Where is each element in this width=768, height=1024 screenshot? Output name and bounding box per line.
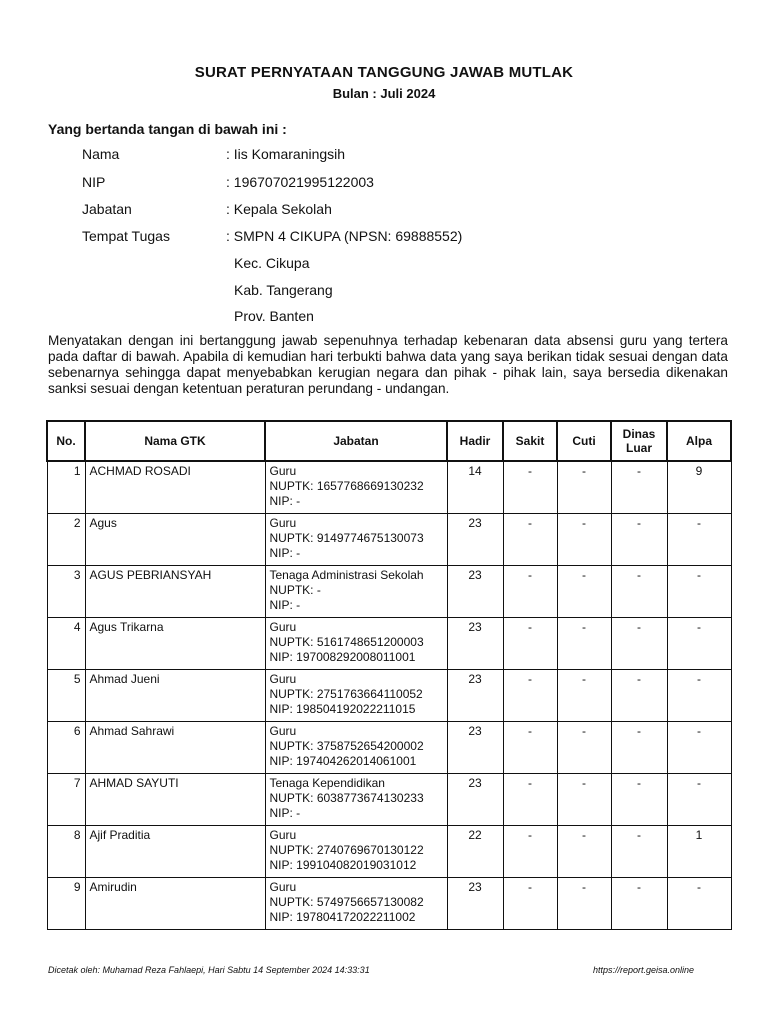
row-name: Agus Trikarna [85, 617, 265, 669]
row-official-duty: - [611, 721, 667, 773]
row-role: Guru [269, 671, 297, 686]
row-role: Tenaga Administrasi Sekolah [269, 567, 424, 582]
row-no: 4 [47, 617, 85, 669]
address-district: Kec. Cikupa [234, 255, 310, 271]
header-no: No. [47, 421, 85, 461]
row-no: 5 [47, 669, 85, 721]
row-official-duty: - [611, 461, 667, 513]
row-sick: - [503, 877, 557, 929]
row-leave: - [557, 877, 611, 929]
row-name: Ahmad Sahrawi [85, 721, 265, 773]
header-official-duty-line1: Dinas [622, 427, 656, 441]
header-official-duty [611, 421, 667, 461]
table-row [47, 565, 731, 617]
row-position [265, 669, 447, 721]
row-no: 1 [47, 461, 85, 513]
address-province: Prov. Banten [234, 308, 314, 324]
row-nuptk: NUPTK: - [269, 582, 321, 597]
table-row [47, 513, 731, 565]
row-sick: - [503, 669, 557, 721]
row-present: 23 [447, 565, 503, 617]
row-nip: NIP: 197008292008011001 [269, 649, 416, 664]
row-nuptk: NUPTK: 2740769670130122 [269, 842, 424, 857]
row-name: Ajif Praditia [85, 825, 265, 877]
row-sick: - [503, 825, 557, 877]
row-present: 14 [447, 461, 503, 513]
workplace-label: Tempat Tugas [82, 228, 170, 244]
printed-by-footer: Dicetak oleh: Muhamad Reza Fahlaepi, Hari Sabtu 14 September 2024 14:33:31 [48, 965, 370, 975]
row-nip: NIP: 198504192022211015 [269, 701, 416, 716]
row-leave: - [557, 669, 611, 721]
row-official-duty: - [611, 617, 667, 669]
row-position [265, 825, 447, 877]
row-name: Ahmad Jueni [85, 669, 265, 721]
row-name: AHMAD SAYUTI [85, 773, 265, 825]
row-official-duty: - [611, 773, 667, 825]
row-sick: - [503, 721, 557, 773]
nip-value: : 196707021995122003 [226, 174, 374, 190]
row-sick: - [503, 617, 557, 669]
row-nuptk: NUPTK: 5161748651200003 [269, 634, 424, 649]
row-position [265, 721, 447, 773]
row-role: Tenaga Kependidikan [269, 775, 385, 790]
workplace-value: : SMPN 4 CIKUPA (NPSN: 69888552) [226, 228, 463, 244]
name-label: Nama [82, 146, 120, 162]
row-sick: - [503, 461, 557, 513]
table-row [47, 877, 731, 929]
intro-text: Yang bertanda tangan di bawah ini : [48, 121, 287, 137]
document-title: SURAT PERNYATAAN TANGGUNG JAWAB MUTLAK [194, 64, 574, 81]
row-official-duty: - [611, 565, 667, 617]
row-position [265, 513, 447, 565]
row-nuptk: NUPTK: 5749756657130082 [269, 894, 424, 909]
row-present: 22 [447, 825, 503, 877]
row-no: 7 [47, 773, 85, 825]
report-url-footer: https://report.geisa.online [593, 965, 695, 975]
row-nip: NIP: - [269, 545, 301, 560]
row-absent: 9 [667, 461, 731, 513]
row-no: 2 [47, 513, 85, 565]
row-position [265, 461, 447, 513]
row-leave: - [557, 461, 611, 513]
row-official-duty: - [611, 669, 667, 721]
row-present: 23 [447, 669, 503, 721]
row-name: ACHMAD ROSADI [85, 461, 265, 513]
row-nip: NIP: - [269, 494, 301, 508]
row-present: 23 [447, 877, 503, 929]
statement-paragraph: Menyatakan dengan ini bertanggung jawab sepenuhnya terhadap kebenaran data absensi guru yang tertera pada daftar di bawah. Apabila di kemudian hari terbukti bahwa data yang saya berikan tidak sesuai dengan data sebenarnya sehingga dapat menyebabkan kerugian negara dan pihak - pihak lain, saya bersedia dikenakan sanksi sesuai dengan ketentuan peraturan perundang - undangan. [48, 333, 728, 396]
row-name: Amirudin [85, 877, 265, 929]
header-leave: Cuti [557, 421, 611, 461]
row-name: AGUS PEBRIANSYAH [85, 565, 265, 617]
position-label: Jabatan [82, 201, 132, 217]
header-position: Jabatan [265, 421, 447, 461]
row-role: Guru [269, 619, 297, 634]
row-present: 23 [447, 617, 503, 669]
nip-label: NIP [82, 174, 106, 190]
row-nip: NIP: 199104082019031012 [269, 857, 417, 872]
row-nuptk: NUPTK: 9149774675130073 [269, 530, 424, 545]
row-sick: - [503, 513, 557, 565]
header-present: Hadir [447, 421, 503, 461]
name-value: : Iis Komaraningsih [226, 146, 346, 162]
row-nuptk: NUPTK: 1657768669130232 [269, 479, 424, 493]
address-regency: Kab. Tangerang [234, 282, 333, 298]
row-official-duty: - [611, 513, 667, 565]
row-role: Guru [269, 515, 297, 530]
row-present: 23 [447, 721, 503, 773]
document-period: Bulan : Juli 2024 [332, 86, 436, 101]
row-leave: - [557, 825, 611, 877]
row-leave: - [557, 773, 611, 825]
header-absent: Alpa [667, 421, 731, 461]
row-name: Agus [85, 513, 265, 565]
row-absent: - [667, 617, 731, 669]
row-no: 9 [47, 877, 85, 929]
row-no: 6 [47, 721, 85, 773]
row-present: 23 [447, 773, 503, 825]
row-absent: - [667, 669, 731, 721]
row-leave: - [557, 617, 611, 669]
row-leave: - [557, 721, 611, 773]
row-position [265, 877, 447, 929]
row-nip: NIP: 197404262014061001 [269, 753, 417, 768]
table-row [47, 773, 731, 825]
position-value: : Kepala Sekolah [226, 201, 332, 217]
header-name: Nama GTK [85, 421, 265, 461]
row-nip: NIP: - [269, 597, 301, 612]
row-present: 23 [447, 513, 503, 565]
row-no: 3 [47, 565, 85, 617]
row-position [265, 617, 447, 669]
row-position [265, 773, 447, 825]
row-role: Guru [269, 464, 297, 478]
table-header-row [47, 421, 731, 461]
row-role: Guru [269, 827, 297, 842]
row-role: Guru [269, 723, 297, 738]
row-nip: NIP: 197804172022211002 [269, 909, 416, 924]
row-nuptk: NUPTK: 2751763664110052 [269, 686, 423, 701]
row-nuptk: NUPTK: 6038773674130233 [269, 790, 424, 805]
row-absent: - [667, 565, 731, 617]
row-sick: - [503, 773, 557, 825]
row-absent: - [667, 513, 731, 565]
attendance-table [46, 420, 732, 930]
header-sick: Sakit [503, 421, 557, 461]
row-no: 8 [47, 825, 85, 877]
row-official-duty: - [611, 877, 667, 929]
row-leave: - [557, 565, 611, 617]
row-absent: 1 [667, 825, 731, 877]
row-position [265, 565, 447, 617]
row-nip: NIP: - [269, 805, 301, 820]
table-row [47, 825, 731, 877]
row-role: Guru [269, 879, 297, 894]
row-sick: - [503, 565, 557, 617]
table-row [47, 669, 731, 721]
row-nuptk: NUPTK: 3758752654200002 [269, 738, 424, 753]
header-official-duty-line2: Luar [625, 441, 652, 455]
table-row [47, 721, 731, 773]
table-row [47, 617, 731, 669]
table-row [47, 461, 731, 513]
row-absent: - [667, 721, 731, 773]
row-official-duty: - [611, 825, 667, 877]
row-absent: - [667, 877, 731, 929]
row-absent: - [667, 773, 731, 825]
row-leave: - [557, 513, 611, 565]
